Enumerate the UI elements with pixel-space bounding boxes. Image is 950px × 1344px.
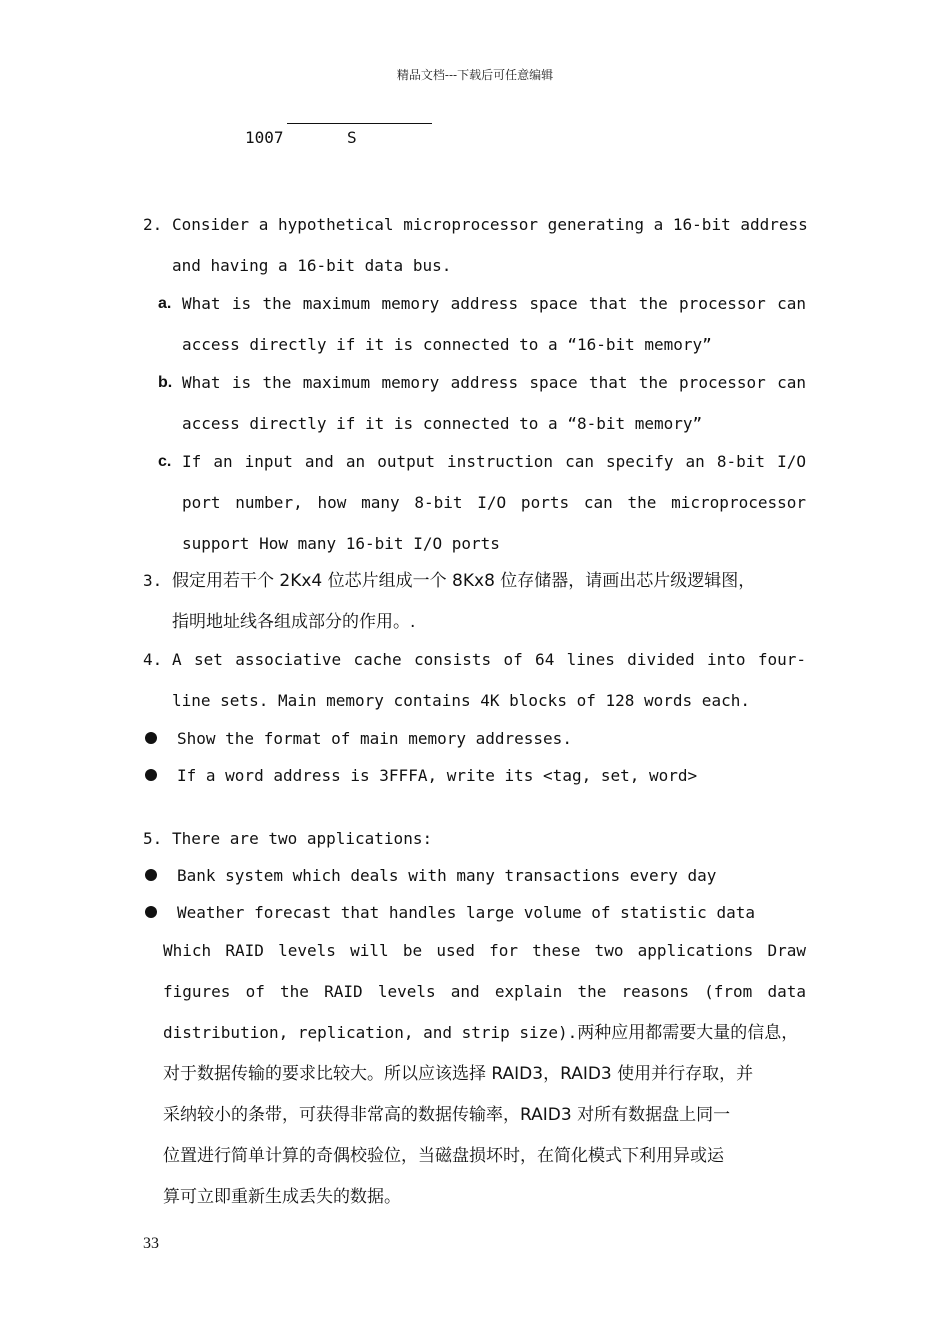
q5-paragraph-line7: 算可立即重新生成丢失的数据。 [163, 1187, 401, 1207]
q2c-line2: port number, how many 8-bit I/O ports can the microprocessor [182, 493, 806, 512]
q3-line1: 假定用若干个 2Kx4 位芯片组成一个 8Kx8 位存储器，请画出芯片级逻辑图， [172, 571, 756, 591]
q2c-line1: If an input and an output instruction can specify an 8-bit I/O [182, 452, 806, 471]
q2c-label: c. [158, 453, 172, 470]
bullet-icon [145, 732, 157, 744]
q2b-line1: What is the maximum memory address space that the processor can [182, 373, 806, 392]
q2-line1: Consider a hypothetical microprocessor generating a 16-bit address [172, 215, 808, 234]
q2b-label: b. [158, 374, 173, 391]
q3-number: 3. [143, 571, 163, 590]
q5-paragraph-line3-zh: 两种应用都需要大量的信息， [577, 1023, 799, 1043]
q5-number: 5. [143, 829, 163, 848]
q4-bullet1: Show the format of main memory addresses. [177, 729, 572, 748]
q5-paragraph-line3 [163, 1023, 798, 1043]
q2c-line3: support How many 16-bit I/O ports [182, 534, 500, 553]
bullet-icon [145, 869, 157, 881]
q2a-label: a. [158, 295, 172, 312]
page-number: 33 [143, 1235, 159, 1252]
q5-paragraph-line6: 位置进行简单计算的奇偶校验位，当磁盘损坏时，在简化模式下利用异或运 [163, 1146, 724, 1166]
q5-line1: There are two applications: [172, 829, 433, 848]
q4-bullet2: If a word address is 3FFFA, write its <tag, set, word> [177, 766, 698, 785]
bullet-icon [145, 769, 157, 781]
page-header: 精品文档---下载后可任意编辑 [396, 68, 554, 82]
q5-bullet2: Weather forecast that handles large volume of statistic data [177, 903, 755, 922]
q5-paragraph-line4: 对于数据传输的要求比较大。所以应该选择 RAID3，RAID3 使用并行存取，并 [163, 1064, 754, 1084]
q5-paragraph-line5: 采纳较小的条带，可获得非常高的数据传输率，RAID3 对所有数据盘上同一 [163, 1105, 731, 1125]
q5-paragraph-line3-en: distribution, replication, and strip size). [163, 1023, 578, 1042]
q2-number: 2. [143, 215, 163, 234]
q4-number: 4. [143, 650, 163, 669]
q2a-line2: access directly if it is connected to a “16-bit memory” [182, 335, 712, 354]
q4-line2: line sets. Main memory contains 4K blocks of 128 words each. [172, 691, 750, 710]
q5-paragraph-line1: Which RAID levels will be used for these two applications Draw [163, 941, 806, 960]
fragment-letter: S [347, 128, 357, 147]
q3-line2: 指明地址线各组成部分的作用。. [172, 612, 416, 632]
answer-blank-line [287, 123, 432, 124]
q5-bullet1: Bank system which deals with many transactions every day [177, 866, 717, 885]
q4-line1: A set associative cache consists of 64 lines divided into four- [172, 650, 806, 669]
bullet-icon [145, 906, 157, 918]
q2a-line1: What is the maximum memory address space that the processor can [182, 294, 806, 313]
fragment-number: 1007 [245, 128, 284, 147]
q2-line2: and having a 16-bit data bus. [172, 256, 452, 275]
q5-paragraph-line2: figures of the RAID levels and explain the reasons (from data [163, 982, 806, 1001]
q2b-line2: access directly if it is connected to a “8-bit memory” [182, 414, 703, 433]
